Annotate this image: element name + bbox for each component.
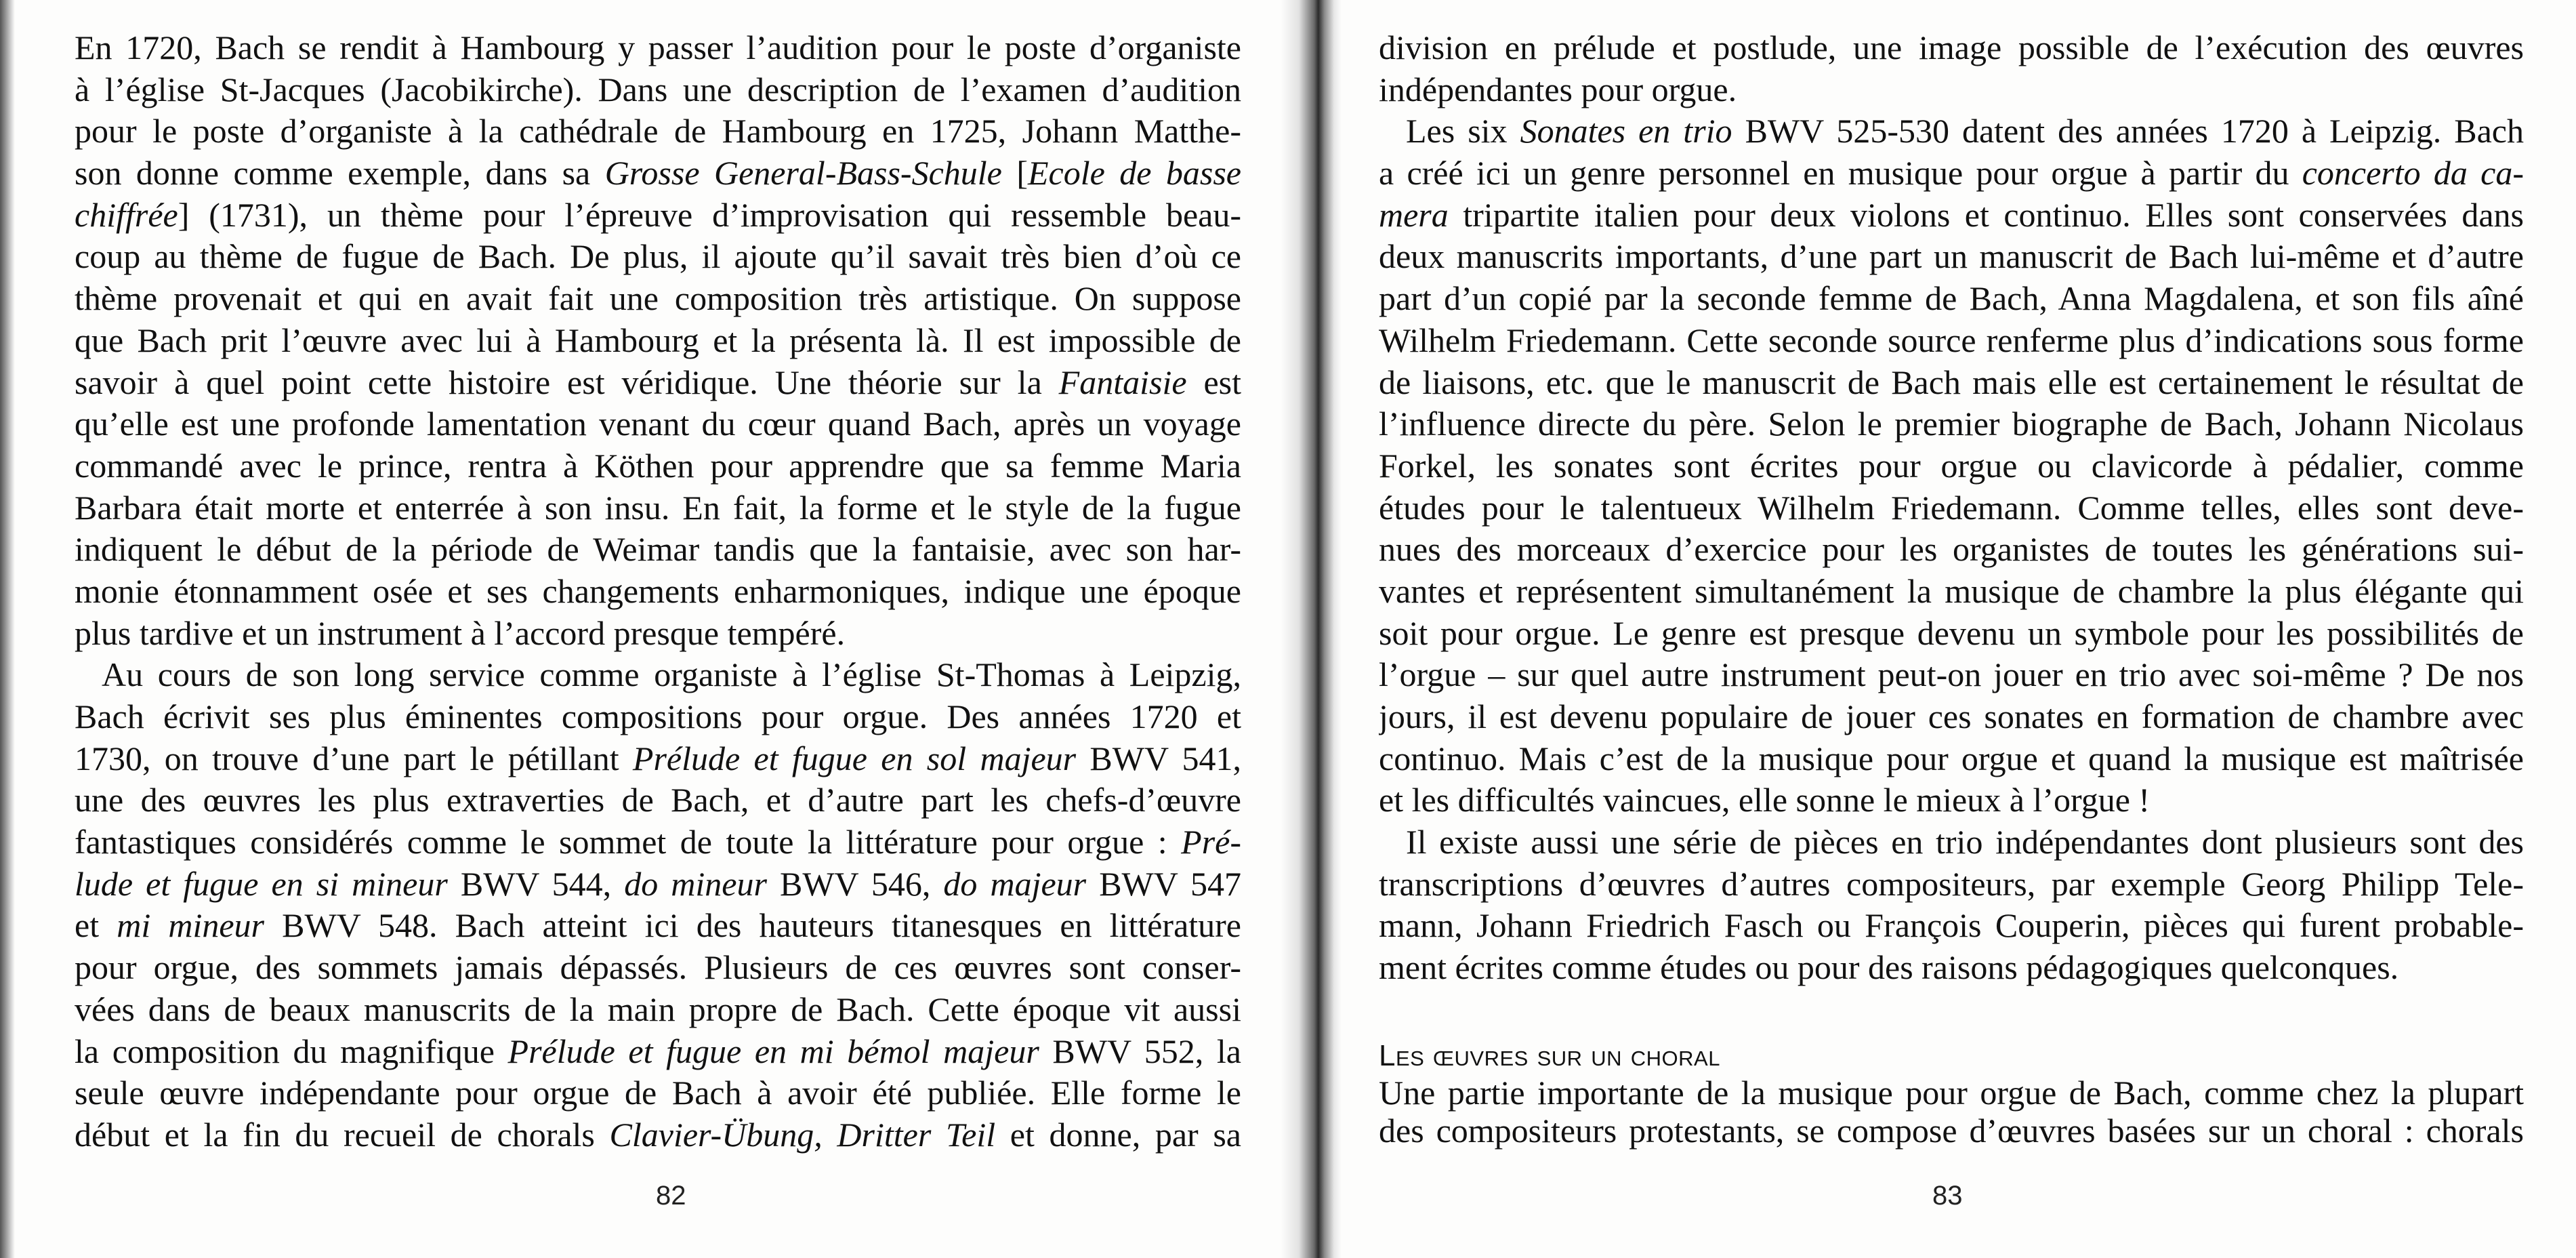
text-span: Une partie importante de la musique pour orgue de Bach, comme chez la plupart <box>1379 1074 2524 1112</box>
text-line <box>1379 613 2524 655</box>
text-line <box>75 947 1241 989</box>
text-line <box>1379 821 2524 864</box>
text-line <box>1379 487 2524 529</box>
text-line <box>75 989 1241 1031</box>
italic-text: lude et fugue en si mineur <box>75 864 448 903</box>
text-line <box>1379 696 2524 738</box>
right-page-text <box>1379 27 2524 989</box>
text-span: ment écrites comme études ou pour des raisons pédagogiques quelconques. <box>1379 948 2399 987</box>
text-span: Forkel, les sonates sont écrites pour orgue ou clavicorde à pédalier, comme <box>1379 446 2524 485</box>
text-span: BWV 552, la <box>1039 1032 1241 1070</box>
text-line <box>1379 445 2524 487</box>
text-line <box>75 487 1241 529</box>
text-span: [ <box>1001 154 1028 192</box>
text-span: jours, il est devenu populaire de jouer ces sonates en formation de chambre avec <box>1379 697 2524 735</box>
italic-text: do mineur <box>624 864 767 903</box>
text-line <box>75 153 1241 195</box>
text-line <box>1379 905 2524 947</box>
text-span: nues des morceaux d’exercice pour les organistes de toutes les générations sui- <box>1379 530 2524 569</box>
text-span: Barbara était morte et enterrée à son insu. En fait, la forme et le style de la fugue <box>75 488 1241 527</box>
text-line <box>1379 195 2524 237</box>
text-span: a créé ici un genre personnel en musique pour orgue à partir du <box>1379 154 2302 192</box>
text-span: à l’église St-Jacques (Jacobikirche). Dans une description de l’examen d’audition <box>75 70 1241 108</box>
text-span: Bach écrivit ses plus éminentes compositions pour orgue. Des années 1720 et <box>75 697 1241 735</box>
text-span: son donne comme exemple, dans sa <box>75 154 605 192</box>
text-span: de liaisons, etc. que le manuscrit de Bach mais elle est certainement le résultat de <box>1379 363 2524 401</box>
text-span: continuo. Mais c’est de la musique pour orgue et quand la musique est maîtrisée <box>1379 739 2524 777</box>
text-line <box>75 613 1241 655</box>
text-line <box>1379 1074 2524 1112</box>
text-line <box>1379 1112 2524 1150</box>
text-line <box>75 403 1241 445</box>
text-span: indépendantes pour orgue. <box>1379 70 1737 108</box>
text-line <box>1379 738 2524 780</box>
text-span: indiquent le début de la période de Weimar tandis que la fantaisie, avec son har- <box>75 530 1241 569</box>
text-span: Au cours de son long service comme organiste à l’église St-Thomas à Leipzig, <box>102 655 1241 694</box>
text-line <box>1379 69 2524 111</box>
text-span: soit pour orgue. Le genre est presque devenu un symbole pour les possibilités de <box>1379 613 2524 652</box>
text-span: des compositeurs protestants, se compose d’œuvres basées sur un choral : chorals <box>1379 1112 2524 1150</box>
text-line <box>75 69 1241 111</box>
italic-text: Grosse General-Bass-Schule <box>604 154 1002 192</box>
text-line <box>1379 362 2524 404</box>
text-line <box>75 445 1241 487</box>
text-line <box>1379 947 2524 989</box>
page-number-left: 82 <box>656 1181 686 1211</box>
text-span: et <box>75 906 117 945</box>
text-line <box>75 821 1241 864</box>
text-line <box>75 362 1241 404</box>
text-span: Wilhelm Friedemann. Cette seconde source renferme plus d’indications sous forme <box>1379 321 2524 359</box>
text-line <box>1379 403 2524 445</box>
text-line <box>1379 571 2524 613</box>
page-number-right: 83 <box>1932 1181 1963 1211</box>
text-line <box>75 1072 1241 1114</box>
text-line <box>1379 110 2524 153</box>
text-span: pour orgue, des sommets jamais dépassés. Plusieurs de ces œuvres sont conser- <box>75 948 1241 987</box>
text-line <box>75 571 1241 613</box>
text-span: vées dans de beaux manuscrits de la main propre de Bach. Cette époque vit aussi <box>75 990 1241 1028</box>
italic-text: Sonates en trio <box>1520 112 1732 150</box>
text-span: l’orgue – sur quel autre instrument peut-on jouer en trio avec soi-même ? De nos <box>1379 655 2524 694</box>
text-span: BWV 541, <box>1076 739 1241 777</box>
text-span: ] (1731), un thème pour l’épreuve d’improvisation qui ressemble beau- <box>178 195 1241 234</box>
book-spine <box>1281 0 1342 1258</box>
text-span: BWV 548. Bach atteint ici des hauteurs titanesques en littérature <box>264 906 1241 945</box>
text-span: part d’un copié par la seconde femme de Bach, Anna Magdalena, et son fils aîné <box>1379 279 2524 318</box>
italic-text: Ecole de basse <box>1027 154 1241 192</box>
text-span: pour le poste d’organiste à la cathédrale de Hambourg en 1725, Johann Matthe- <box>75 112 1241 150</box>
text-span: 1730, on trouve d’une part le pétillant <box>75 739 633 777</box>
text-line <box>1379 153 2524 195</box>
text-line <box>75 110 1241 153</box>
italic-text: mi mineur <box>117 906 265 945</box>
text-line <box>75 236 1241 278</box>
text-span: transcriptions d’œuvres d’autres compositeurs, par exemple Georg Philipp Tele- <box>1379 864 2524 903</box>
text-line <box>1379 654 2524 696</box>
text-line <box>75 654 1241 696</box>
text-span: Les six <box>1406 112 1520 150</box>
left-page-text <box>75 27 1241 1156</box>
text-span: l’influence directe du père. Selon le premier biographe de Bach, Johann Nicolaus <box>1379 405 2524 443</box>
text-span: mann, Johann Friedrich Fasch ou François Couperin, pièces qui furent probable- <box>1379 906 2524 945</box>
right-page-section <box>1379 1036 2524 1150</box>
text-span: deux manuscrits importants, d’une part un manuscrit de Bach lui-même et d’autre <box>1379 237 2524 276</box>
section-heading: Les œuvres sur un choral <box>1379 1039 1720 1072</box>
text-span: monie étonnamment osée et ses changements enharmoniques, indique une époque <box>75 571 1241 610</box>
text-span: est <box>1186 363 1241 401</box>
text-span: Il existe aussi une série de pièces en trio indépendantes dont plusieurs sont des <box>1406 823 2524 861</box>
text-span: BWV 547 <box>1086 864 1241 903</box>
text-line <box>75 696 1241 738</box>
italic-text: concerto da ca- <box>2302 154 2524 192</box>
text-line <box>75 278 1241 320</box>
text-span: commandé avec le prince, rentra à Köthen pour apprendre que sa femme Maria <box>75 446 1241 485</box>
text-line <box>1379 864 2524 906</box>
text-line <box>1379 236 2524 278</box>
text-span: coup au thème de fugue de Bach. De plus, il ajoute qu’il savait très bien d’où ce <box>75 237 1241 276</box>
text-line <box>75 738 1241 780</box>
text-span: études pour le talentueux Wilhelm Friedemann. Comme telles, elles sont deve- <box>1379 488 2524 527</box>
text-span: la composition du magnifique <box>75 1032 508 1070</box>
text-line <box>75 1031 1241 1073</box>
text-line <box>1379 779 2524 821</box>
text-line <box>1379 27 2524 69</box>
italic-text: Prélude et fugue en sol majeur <box>632 739 1077 777</box>
text-span: BWV 544, <box>447 864 625 903</box>
text-span: BWV 525-530 datent des années 1720 à Leipzig. Bach <box>1732 112 2524 150</box>
text-line <box>75 905 1241 947</box>
text-span: une des œuvres les plus extraverties de Bach, et d’autre part les chefs-d’œuvre <box>75 781 1241 819</box>
text-line <box>75 864 1241 906</box>
text-span: que Bach prit l’œuvre avec lui à Hambourg et la présenta là. Il est impossible de <box>75 321 1241 359</box>
text-line <box>1379 529 2524 571</box>
section-body <box>1379 1074 2524 1150</box>
text-span: plus tardive et un instrument à l’accord presque tempéré. <box>75 613 846 652</box>
text-line <box>1379 278 2524 320</box>
italic-text: chiffrée <box>75 195 178 234</box>
text-span: et les difficultés vaincues, elle sonne le mieux à l’orgue ! <box>1379 781 2151 819</box>
text-span: thème provenait et qui en avait fait une composition très artistique. On suppose <box>75 279 1241 318</box>
text-span: qu’elle est une profonde lamentation venant du cœur quand Bach, après un voyage <box>75 405 1241 443</box>
text-span: début et la fin du recueil de chorals <box>75 1115 610 1154</box>
text-span: fantastiques considérés comme le sommet de toute la littérature pour orgue : <box>75 823 1182 861</box>
italic-text: do majeur <box>943 864 1087 903</box>
italic-text: Fantaisie <box>1058 363 1187 401</box>
italic-text: Clavier-Übung, Dritter Teil <box>609 1115 996 1154</box>
text-span: BWV 546, <box>766 864 944 903</box>
text-span: tripartite italien pour deux violons et continuo. Elles sont conservées dans <box>1448 195 2524 234</box>
text-line <box>1379 320 2524 362</box>
page-edge <box>0 0 15 1258</box>
text-line <box>75 1114 1241 1156</box>
text-line <box>75 529 1241 571</box>
italic-text: mera <box>1379 195 1449 234</box>
text-line <box>75 779 1241 821</box>
text-line <box>75 320 1241 362</box>
text-span: savoir à quel point cette histoire est véridique. Une théorie sur la <box>75 363 1059 401</box>
text-span: division en prélude et postlude, une image possible de l’exécution des œuvres <box>1379 28 2524 66</box>
text-span: En 1720, Bach se rendit à Hambourg y passer l’audition pour le poste d’organiste <box>75 28 1241 66</box>
text-line <box>75 27 1241 69</box>
text-span: vantes et représentent simultanément la musique de chambre la plus élégante qui <box>1379 571 2524 610</box>
italic-text: Pré- <box>1181 823 1241 861</box>
italic-text: Prélude et fugue en mi bémol majeur <box>507 1032 1039 1070</box>
text-line <box>75 195 1241 237</box>
text-span: seule œuvre indépendante pour orgue de Bach à avoir été publiée. Elle forme le <box>75 1074 1241 1112</box>
text-span: et donne, par sa <box>995 1115 1241 1154</box>
